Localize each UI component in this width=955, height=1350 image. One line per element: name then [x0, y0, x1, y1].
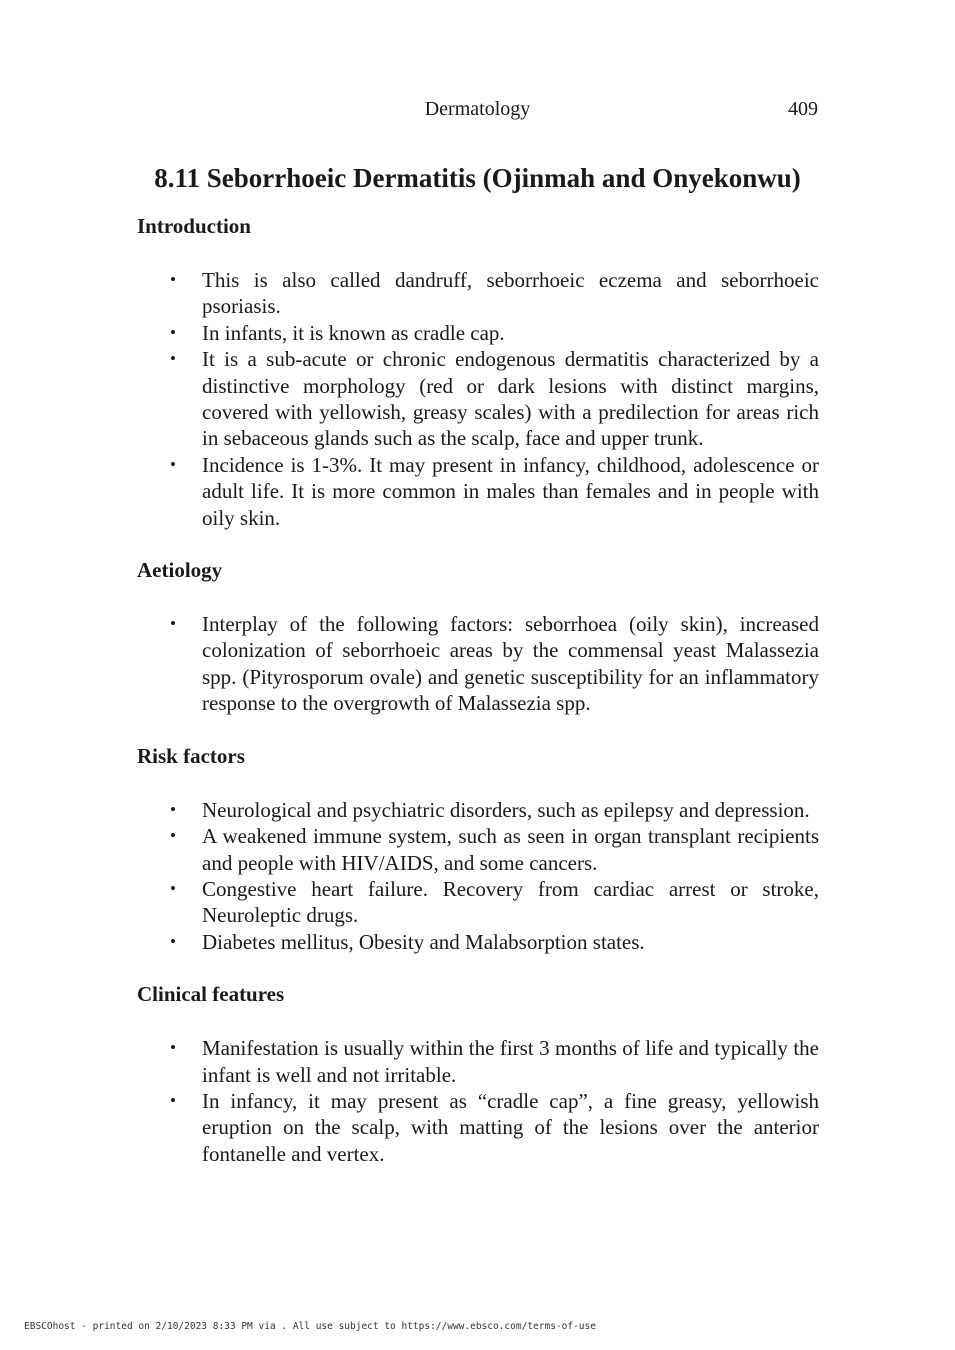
list-item	[137, 267, 819, 320]
section-heading: Risk factors	[137, 743, 245, 768]
list-item	[137, 876, 819, 929]
bullet-icon: •	[170, 878, 176, 898]
list-item	[137, 1035, 819, 1088]
list-item-text: A weakened immune system, such as seen in organ transplant recipients and people with HIV/AIDS, and some cancers.	[202, 824, 819, 875]
section-heading: Clinical features	[137, 982, 285, 1007]
bullet-icon: •	[170, 270, 176, 289]
list-item	[137, 346, 819, 452]
bullet-icon: •	[170, 454, 176, 474]
section-aetiology	[137, 556, 819, 717]
section-clinical-features	[137, 980, 819, 1167]
list-item	[137, 929, 819, 955]
list-item-text: It is a sub-acute or chronic endogenous dermatitis characterized by a distinctive morphology (red or dark lesions with distinct margins, covered with yellowish, greasy scales) with a predilection for areas rich in sebaceous glands such as the scalp, face and upper trunk.	[202, 347, 819, 451]
page-body	[137, 212, 819, 1167]
bullet-icon: •	[170, 799, 176, 819]
list-item-text: Incidence is 1-3%. It may present in infancy, childhood, adolescence or adult life. It is more common in males than females and in people with oily skin.	[202, 452, 819, 530]
running-header	[0, 96, 955, 122]
chapter-title: 8.11 Seborrhoeic Dermatitis (Ojinmah and Onyekonwu)	[154, 163, 801, 193]
bullet-icon: •	[170, 322, 176, 342]
list-item	[137, 320, 819, 346]
section-risk-factors	[137, 742, 819, 955]
bullet-list	[137, 267, 819, 531]
running-title: Dermatology	[424, 98, 531, 120]
list-item-text: Congestive heart failure. Recovery from cardiac arrest or stroke, Neuroleptic drugs.	[202, 876, 819, 928]
list-item	[137, 1088, 819, 1167]
bullet-icon: •	[170, 1090, 176, 1110]
bullet-icon: •	[170, 826, 176, 846]
list-item-text: This is also called dandruff, seborrhoeic eczema and seborrhoeic psoriasis.	[202, 268, 819, 319]
list-item-text: In infancy, it may present as “cradle cap”, a fine greasy, yellowish eruption on the scalp, with matting of the lesions over the anterior fontanelle and vertex.	[202, 1088, 819, 1166]
section-heading: Introduction	[137, 214, 251, 238]
print-footer: EBSCOhost - printed on 2/10/2023 8:33 PM via . All use subject to https://www.ebsco.com/terms-of-use	[24, 1321, 596, 1332]
list-item-text: Neurological and psychiatric disorders, such as epilepsy and depression.	[202, 797, 810, 822]
bullet-list	[137, 611, 819, 717]
bullet-icon: •	[170, 931, 176, 951]
bullet-icon: •	[170, 614, 176, 634]
list-item-text: Interplay of the following factors: seborrhoea (oily skin), increased colonization of seborrhoeic areas by the commensal yeast Malassezia spp. (Pityrosporum ovale) and genetic susceptibility for an inflammatory response to the overgrowth of Malassezia spp.	[202, 612, 819, 716]
bullet-icon: •	[170, 1038, 176, 1058]
list-item	[137, 823, 819, 876]
section-introduction	[137, 212, 819, 531]
bullet-icon: •	[170, 349, 176, 369]
list-item	[137, 611, 819, 717]
list-item	[137, 452, 819, 531]
section-heading: Aetiology	[137, 558, 223, 583]
page-number: 409	[788, 98, 818, 120]
list-item	[137, 797, 819, 823]
bullet-list	[137, 797, 819, 955]
bullet-list	[137, 1035, 819, 1167]
list-item-text: Diabetes mellitus, Obesity and Malabsorption states.	[202, 929, 645, 954]
list-item-text: In infants, it is known as cradle cap.	[202, 320, 505, 345]
list-item-text: Manifestation is usually within the first 3 months of life and typically the infant is well and not irritable.	[202, 1036, 819, 1087]
